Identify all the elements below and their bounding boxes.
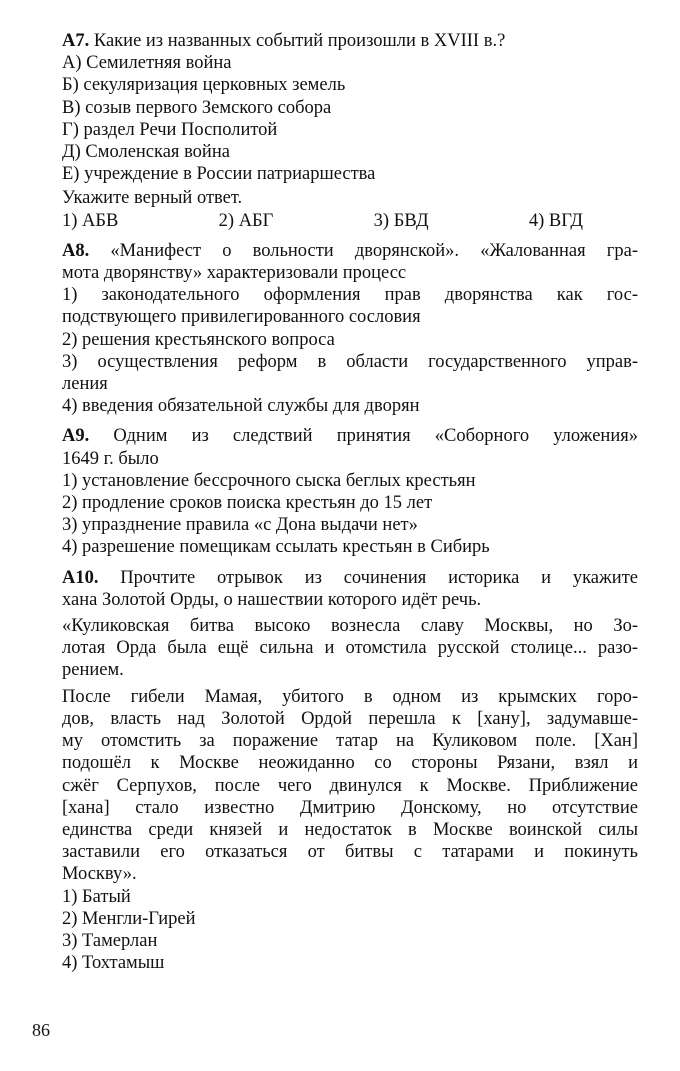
quote-line: рением. [62,660,124,681]
option-b: Б) секуляризация церковных земель [62,75,346,96]
page-content [62,30,638,974]
quote-line: лотая Орда была ещё сильна и отомстила русской столице... разо- [62,638,638,659]
option-4: 4) разрешение помещикам ссылать крестьян в Сибирь [62,537,490,558]
quote-line: Москву». [62,864,137,885]
option-4: 4) введения обязательной службы для дворян [62,396,420,417]
option-3: 3) упразднение правила «с Дона выдачи нет» [62,515,418,536]
quote-line: После гибели Мамая, убитого в одном из крымских горо- [62,686,638,707]
answer-choice: 4) ВГД [528,210,583,231]
quote-paragraph-2 [62,686,638,886]
question-a8-line2: мота дворянству» характеризовали процесс [62,263,407,284]
option-2: 2) Менгли-Гирей [62,908,196,929]
question-number: А10. [62,567,99,588]
question-a10 [62,567,638,975]
question-a9-line1 [62,425,638,447]
quote-line: единства среди князей и недостаток в Москве воинской силы [62,819,638,840]
quote-line: «Куликовская битва высоко вознесла славу Москвы, но Зо- [62,616,638,637]
question-prompt: Какие из названных событий произошли в XVIII в.? [93,31,506,51]
question-number: А9. [62,426,90,447]
option-a: А) Семилетняя война [62,53,232,74]
option-g: Г) раздел Речи Посполитой [62,119,278,140]
option-d: Д) Смоленская война [62,142,230,163]
option-1: 1) установление бессрочного сыска беглых крестьян [62,470,476,491]
instruction: Укажите верный ответ. [62,188,243,209]
option-4: 4) Тохтамыш [62,953,165,974]
answer-choice: 2) АБГ [218,210,274,231]
option-2: 2) продление сроков поиска крестьян до 15 лет [62,493,433,514]
quote-line: му отомстить за поражение татар на Куликовом поле. [Хан] [62,731,638,752]
option-1: 1) Батый [62,886,131,907]
question-a8-line1 [62,240,638,262]
option-1-line1: 1) законодательного оформления прав дворянства как гос- [62,285,638,306]
option-3-line2: ления [62,374,108,395]
option-v: В) созыв первого Земского собора [62,97,332,118]
quote-line: заставили его отказаться от битвы с татарами и покинуть [62,842,638,863]
question-prompt: Прочтите отрывок из сочинения историка и укажите [120,567,638,588]
answer-choices [62,210,638,232]
question-a9-line2: 1649 г. было [62,448,159,469]
question-number: А7. [62,31,90,51]
quote-paragraph-1 [62,615,638,682]
question-prompt: «Манифест о вольности дворянской». «Жалованная гра- [110,240,639,261]
option-2: 2) решения крестьянского вопроса [62,329,335,350]
answer-choice: 3) БВД [373,210,429,231]
question-a8 [62,240,638,418]
question-a10-line2: хана Золотой Орды, о нашествии которого идёт речь. [62,589,482,610]
option-3: 3) Тамерлан [62,930,158,951]
option-e: Е) учреждение в России патриаршества [62,164,376,185]
answer-choice: 1) АБВ [62,210,119,231]
question-a9 [62,425,638,558]
quote-line: подошёл к Москве неожиданно со стороны Рязани, взял и [62,753,638,774]
question-a7 [62,30,638,232]
quote-line: сжёг Серпухов, после чего двинулся к Москве. Приближение [62,775,638,796]
question-a10-line1 [62,567,638,589]
question-a7-text [62,30,638,52]
quote-line: [хана] стало известно Дмитрию Донскому, но отсутствие [62,797,638,818]
page-number: 86 [32,1020,50,1040]
option-1-line2: подствующего привилегированного сословия [62,307,421,328]
quote-line: дов, власть над Золотой Ордой перешла к [хану], задумавше- [62,708,638,729]
question-prompt: Одним из следствий принятия «Соборного уложения» [113,426,638,447]
option-3-line1: 3) осуществления реформ в области государственного управ- [62,351,638,372]
answer-options [62,886,638,975]
question-number: А8. [62,240,90,261]
